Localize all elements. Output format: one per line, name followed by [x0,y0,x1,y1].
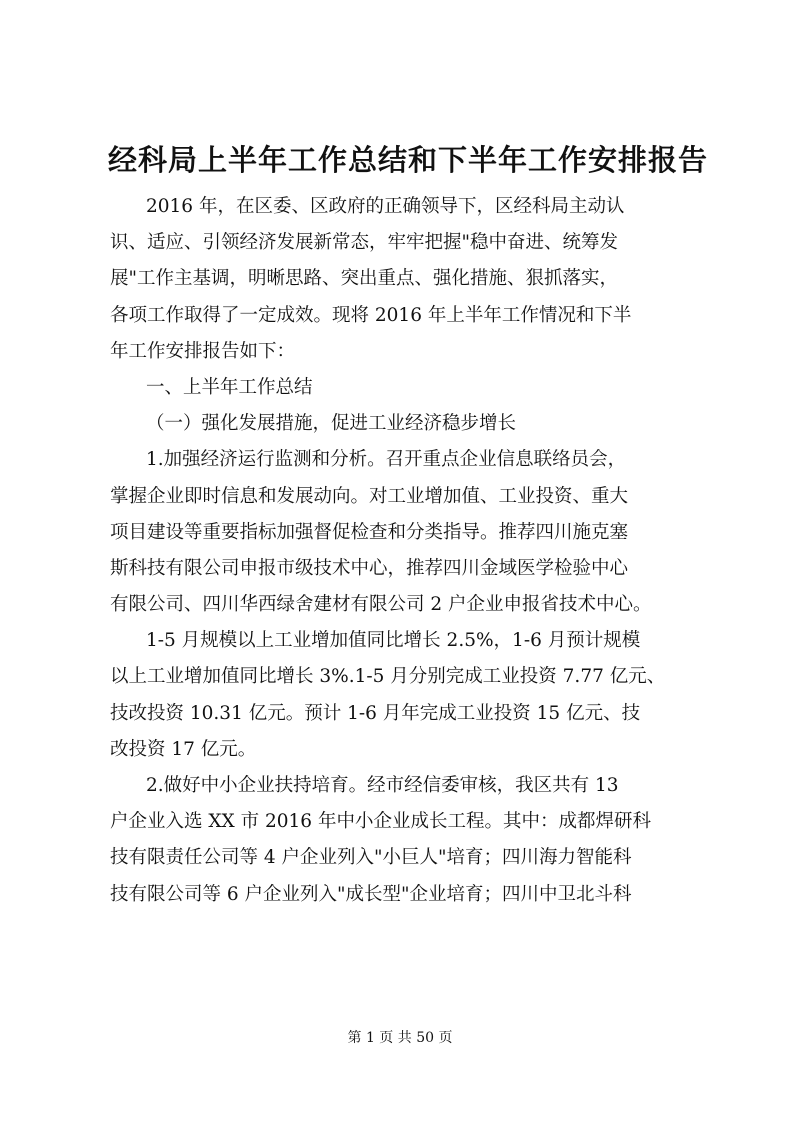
paragraph-line: 1.加强经济运行监测和分析。召开重点企业信息联络员会， [146,449,627,471]
paragraph-line: 技有限责任公司等 4 户企业列入"小巨人"培育；四川海力智能科 [110,847,632,869]
paragraph-line: 掌握企业即时信息和发展动向。对工业增加值、工业投资、重大 [110,485,629,507]
paragraph-line: 有限公司、四川华西绿舍建材有限公司 2 户企业申报省技术中心。 [110,594,652,616]
paragraph-line: 年工作安排报告如下： [110,340,296,362]
paragraph-line: 斯科技有限公司申报市级技术中心，推荐四川金域医学检验中心 [110,557,629,579]
section-heading: 一、上半年工作总结 [146,376,313,398]
paragraph-line: 项目建设等重要指标加强督促检查和分类指导。推荐四川施克塞 [110,521,629,543]
paragraph-line: 2.做好中小企业扶持培育。经市经信委审核，我区共有 13 [146,775,619,796]
paragraph-line: 以上工业增加值同比增长 3%.1-5 月分别完成工业投资 7.77 亿元、 [110,666,666,688]
paragraph-line: 1-5 月规模以上工业增加值同比增长 2.5%，1-6 月预计规模 [146,630,641,652]
page-number-footer: 第 1 页 共 50 页 [347,1030,453,1046]
paragraph-line: 各项工作取得了一定成效。现将 2016 年上半年工作情况和下半 [110,304,632,326]
document-body [110,189,710,913]
paragraph-line: 技有限公司等 6 户企业列入"成长型"企业培育；四川中卫北斗科 [110,883,632,905]
paragraph-line: 识、适应、引领经济发展新常态，牢牢把握"稳中奋进、统筹发 [110,232,619,254]
subsection-heading: （一）强化发展措施，促进工业经济稳步增长 [146,413,517,435]
paragraph-line: 2016 年，在区委、区政府的正确领导下，区经科局主动认 [146,196,625,217]
paragraph-line: 展"工作主基调，明晰思路、突出重点、强化措施、狠抓落实， [110,268,619,290]
paragraph-line: 户企业入选 XX 市 2016 年中小企业成长工程。其中：成都焊研科 [110,811,651,833]
document-title: 经科局上半年工作总结和下半年工作安排报告 [108,143,709,177]
paragraph-line: 改投资 17 亿元。 [110,738,257,760]
paragraph-line: 技改投资 10.31 亿元。预计 1-6 月年完成工业投资 15 亿元、技 [110,702,641,724]
